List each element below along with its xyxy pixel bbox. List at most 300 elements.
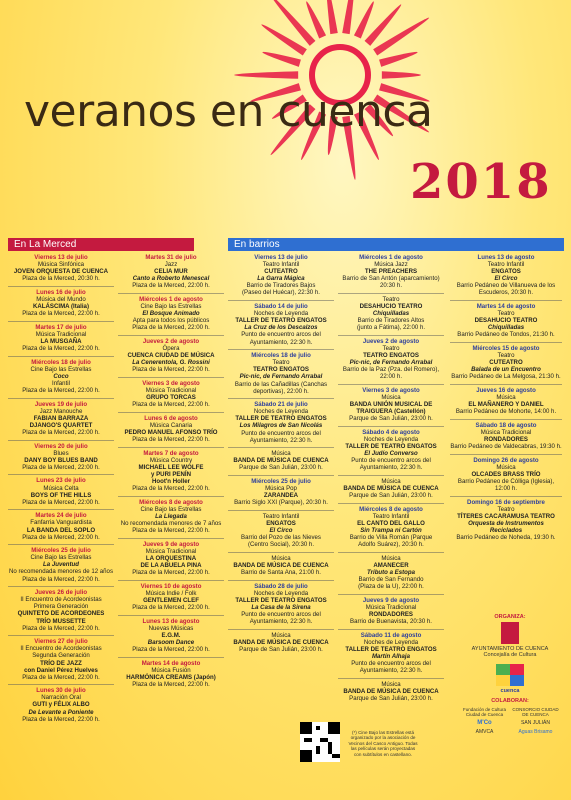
sun-ray: [379, 52, 418, 67]
event-line: Pic-nic, de Fernando Arrabal: [239, 373, 323, 381]
event-separator: [8, 286, 114, 287]
sponsor-6: M'Co: [477, 720, 492, 726]
event-separator: [338, 426, 444, 427]
event-date: Martes 7 de agosto: [143, 449, 199, 457]
event-item: [228, 254, 334, 297]
event-line: Plaza de la Merced, 22:00 h.: [22, 624, 100, 632]
sponsor-logos: [455, 614, 565, 735]
event-separator: [338, 384, 444, 385]
event-line: Ópera: [162, 345, 180, 353]
event-line: Sin Trampa ni Cartón: [360, 527, 422, 535]
concejalia-label: Concejalía de Cultura: [483, 652, 537, 658]
event-date: Viernes 13 de julio: [254, 254, 308, 261]
event-separator: [118, 657, 224, 658]
event-line: Adolfo Suárez), 20:30 h.: [358, 541, 424, 549]
event-date: Lunes 16 de julio: [36, 288, 86, 296]
event-separator: [118, 412, 224, 413]
event-line: Plaza de la Merced, 22:00 h.: [22, 463, 100, 471]
event-date: Sábado 14 de julio: [254, 303, 308, 311]
event-line: Música Country: [149, 456, 193, 464]
event-line: Teatro: [382, 295, 400, 303]
event-line: Parque de San Julián, 23:00 h.: [349, 415, 433, 423]
event-line: Plaza de la Merced, 22:00 h.: [22, 498, 100, 506]
event-line: Plaza de la Merced, 22:00 h.: [132, 569, 210, 577]
event-separator: [118, 293, 224, 294]
event-date: Jueves 2 de agosto: [362, 337, 420, 345]
event-line: (junto a Fátima), 22:00 h.: [356, 324, 426, 332]
event-line: Música Fusión: [151, 666, 191, 674]
event-line: Plaza de la Merced, 22:00 h.: [132, 436, 210, 444]
sponsor-1: Fundación de Cultura Ciudad de Cuenca: [462, 707, 507, 717]
event-line: Plaza de la Merced, 22:00 h.: [132, 645, 210, 653]
event-date: Viernes 20 de julio: [34, 442, 88, 450]
event-line: BANDA UNIÓN MUSICAL DE: [349, 401, 433, 409]
event-line: Ayuntamiento, 22:30 h.: [249, 618, 313, 626]
event-separator: [118, 335, 224, 336]
event-line: Música: [381, 680, 401, 688]
event-date: Sábado 28 de julio: [254, 582, 308, 590]
event-separator: [228, 510, 334, 511]
event-separator: [450, 496, 562, 497]
event-line: Barrio del Pozo de las Nieves: [241, 534, 321, 542]
event-line: Plaza de la Merced, 22:00 h.: [132, 603, 210, 611]
event-line: Apta para todos los públicos: [132, 317, 210, 325]
event-date: Lunes 13 de agosto: [142, 617, 200, 625]
event-line: TALLER DE TEATRO ENGATOS: [235, 317, 327, 325]
event-separator: [338, 475, 444, 476]
event-item: [118, 660, 224, 688]
event-item: [228, 450, 334, 471]
event-separator: [118, 447, 224, 448]
event-line: Ayuntamiento, 22:30 h.: [359, 667, 423, 675]
event-line: LA BANDA DEL SOPLO: [26, 526, 96, 534]
event-line: Barrio de las Cañadillas (Canchas: [234, 380, 328, 388]
event-line: PEDRO MANUEL AFONSO TRÍO: [124, 428, 218, 436]
event-line: Barrio de Villa Román (Parque: [349, 534, 433, 542]
event-line: Teatro Infantil: [262, 512, 300, 520]
event-line: Música Tradicional: [145, 547, 197, 555]
event-separator: [8, 586, 114, 587]
ayuntamiento-label: AYUNTAMIENTO DE CUENCA: [471, 646, 549, 652]
event-date: Miércoles 1 de agosto: [359, 254, 423, 261]
event-separator: [8, 684, 114, 685]
event-line: Plaza de la Merced, 22:00 h.: [22, 533, 100, 541]
event-line: Blues: [53, 449, 69, 457]
ayuntamiento-logo-icon: [501, 622, 519, 644]
event-line: Punto de encuentro arcos del: [241, 611, 321, 619]
event-date: Viernes 27 de julio: [34, 638, 88, 646]
event-separator: [8, 398, 114, 399]
event-item: [450, 457, 562, 492]
event-line: Barrio Pedáneo de Noheda, 19:30 h.: [456, 534, 556, 542]
event-line: Ayuntamiento, 22:30 h.: [249, 338, 313, 346]
event-separator: [338, 678, 444, 679]
event-separator: [228, 552, 334, 553]
event-line: Plaza de la Merced, 22:00 h.: [132, 527, 210, 535]
event-date: Domingo 16 de septiembre: [467, 498, 545, 506]
event-line: Música Indie / Folk: [145, 589, 197, 597]
event-item: [8, 359, 114, 394]
event-date: Viernes 10 de agosto: [140, 582, 202, 590]
event-line: Cine Bajo las Estrellas: [30, 554, 92, 562]
event-line: GENTLEMEN CLEF: [143, 596, 199, 604]
event-line: TÍTERES CACARAMUSA TEATRO: [457, 512, 555, 520]
event-line: TRÍO MUSSETTE: [36, 617, 86, 625]
sun-ray: [382, 71, 421, 79]
event-line: RONDADORES: [483, 436, 528, 444]
event-line: La Cenerentola, G. Rossini: [132, 359, 210, 367]
event-line: Infantil: [52, 379, 70, 387]
event-separator: [450, 300, 562, 301]
column-barrios-1: [228, 254, 334, 657]
event-line: Plaza de la Merced, 22:00 h.: [22, 428, 100, 436]
event-date: Domingo 26 de agosto: [473, 456, 539, 464]
event-line: Parque de San Julián, 23:00 h.: [239, 464, 323, 472]
event-line: Plaza de la Merced, 22:00 h.: [132, 401, 210, 409]
event-line: Música Tradicional: [365, 603, 417, 611]
sun-ray: [262, 52, 301, 67]
event-item: [118, 450, 224, 493]
event-separator: [8, 474, 114, 475]
event-item: [8, 289, 114, 317]
event-separator: [228, 447, 334, 448]
event-item: [338, 429, 444, 472]
event-line: Los Milagros de San Nicolás: [239, 422, 323, 430]
sponsor-3: SAN JULIÁN: [521, 720, 550, 726]
event-date: Miércoles 8 de agosto: [139, 498, 203, 506]
event-line: Escuderos, 20:30 h.: [478, 289, 534, 297]
event-line: La Casa de la Sirena: [251, 603, 311, 611]
event-date: Lunes 13 de agosto: [477, 254, 535, 261]
event-line: Barrio de Buenavista, 20:30 h.: [350, 618, 432, 626]
event-line: Música: [381, 394, 401, 402]
event-line: con Daniel Pérez Huelves: [24, 666, 98, 674]
poster-year: 2018: [410, 154, 552, 210]
event-date: Jueves 26 de julio: [34, 589, 88, 597]
event-line: 20:30 h.: [379, 282, 403, 290]
event-line: Hoot'n Holler: [151, 478, 190, 486]
event-line: HARMÓNICA CREAMS (Japón): [126, 673, 216, 681]
event-line: TALLER DE TEATRO ENGATOS: [235, 415, 327, 423]
event-date: Miércoles 25 de julio: [31, 547, 91, 555]
event-item: [450, 345, 562, 380]
event-line: Plaza de la Merced, 22:00 h.: [132, 282, 210, 290]
event-line: Música Jazz: [374, 261, 408, 269]
event-line: Barrio Siglo XXI (Parque), 20:30 h.: [234, 499, 328, 507]
event-line: Primera Generación: [33, 603, 89, 611]
event-line: (Centro Social), 20:30 h.: [247, 541, 315, 549]
event-item: [338, 506, 444, 549]
event-item: [228, 555, 334, 576]
event-date: Miércoles 15 de agosto: [472, 345, 540, 353]
event-item: [338, 338, 444, 381]
event-date: Martes 17 de julio: [35, 323, 87, 331]
event-line: Parque de San Julián, 23:00 h.: [349, 492, 433, 500]
event-line: LA ORQUESTINA: [145, 554, 197, 562]
event-line: Música: [271, 554, 291, 562]
event-date: Miércoles 1 de agosto: [139, 295, 203, 303]
band-barrios: En barrios: [228, 238, 564, 251]
event-line: Jazz Manouche: [39, 407, 83, 415]
event-separator: [338, 552, 444, 553]
colaboran-label: COLABORAN:: [491, 698, 529, 704]
event-line: Balada de un Encuentro: [471, 366, 541, 374]
event-line: Música: [271, 631, 291, 639]
qr-code[interactable]: [300, 722, 340, 762]
event-date: Jueves 16 de agosto: [476, 387, 536, 394]
event-line: Martín Alhaja: [371, 653, 411, 660]
cinema-note: (*) Cine Bajo las Estrellas está organizado por la asociación de Vecinos del Casco Antiguo. Todas las películas serán proyectadas con subtítulos en castellano.: [348, 730, 418, 757]
event-item: [8, 443, 114, 471]
event-item: [228, 352, 334, 395]
event-line: Ayuntamiento, 22:30 h.: [249, 436, 313, 444]
event-separator: [118, 580, 224, 581]
event-date: Miércoles 8 de agosto: [359, 505, 423, 513]
event-item: [8, 589, 114, 632]
event-line: GRUPO TORCAS: [146, 394, 196, 402]
event-line: CUTEATRO: [264, 268, 298, 276]
event-line: (Paseo del Huécar), 22:30 h.: [242, 289, 320, 297]
event-line: DESAHUCIO TEATRO: [359, 303, 423, 311]
event-line: Música: [496, 394, 516, 402]
event-date: Jueves 19 de julio: [34, 400, 88, 408]
event-line: GUTI y FÉLIX ALBO: [32, 701, 90, 709]
event-date: Sábado 11 de agosto: [360, 631, 422, 639]
event-date: Martes 14 de agosto: [141, 659, 201, 667]
event-line: FABIAN BARRAZA: [33, 414, 89, 422]
event-line: Reciclados: [489, 527, 523, 535]
event-line: Teatro: [382, 345, 400, 353]
event-line: La Garra Mágica: [257, 275, 305, 283]
event-line: El Judío Converso: [364, 450, 418, 458]
event-item: [118, 541, 224, 576]
event-date: Jueves 9 de agosto: [142, 540, 200, 548]
event-separator: [8, 440, 114, 441]
event-line: Barsoom Dance: [147, 638, 195, 646]
event-line: AMANECER: [373, 561, 409, 569]
event-line: Plaza de la Merced, 22:00 h.: [132, 324, 210, 332]
event-line: La Juventud: [43, 561, 79, 569]
event-separator: [450, 419, 562, 420]
event-line: El Bosque Animado: [142, 310, 200, 318]
event-line: Segunda Generación: [32, 652, 90, 660]
column-merced-1: [8, 254, 114, 726]
event-line: THE PREACHERS: [364, 268, 418, 276]
event-line: EL CANTO DEL GALLO: [357, 520, 425, 527]
event-line: Narración Oral: [41, 694, 81, 702]
event-line: BANDA DE MÚSICA DE CUENCA: [343, 687, 439, 695]
event-line: Noches de Leyenda: [253, 589, 309, 597]
event-line: CUENCA CIUDAD DE MÚSICA: [127, 352, 215, 360]
event-item: [8, 254, 114, 282]
event-item: [228, 513, 334, 548]
event-line: TRÍO DE JAZZ: [40, 659, 82, 667]
event-date: Miércoles 18 de julio: [31, 358, 91, 366]
column-barrios-2: [338, 254, 444, 706]
event-line: Noches de Leyenda: [363, 638, 419, 646]
event-line: No recomendada menores de 7 años: [120, 520, 222, 527]
event-item: [118, 618, 224, 653]
event-line: Coco: [53, 372, 69, 380]
event-line: El Circo: [269, 527, 293, 535]
sun-ray: [342, 0, 355, 34]
event-separator: [228, 629, 334, 630]
event-item: [118, 583, 224, 611]
event-line: Punto de encuentro arcos del: [351, 457, 431, 465]
event-item: [8, 547, 114, 582]
event-item: [228, 401, 334, 444]
event-line: MICHAEL LEE WOLFE: [138, 463, 204, 471]
event-item: [8, 687, 114, 722]
event-line: Barrio de Tiradores Bajos: [246, 282, 316, 290]
event-date: Lunes 30 de julio: [36, 687, 86, 695]
event-line: E.G.M.: [161, 631, 181, 639]
column-merced-2: [118, 254, 224, 691]
event-line: TEATRO ENGATOS: [363, 352, 419, 360]
event-line: Música: [381, 554, 401, 562]
event-separator: [338, 293, 444, 294]
cuenca-label: cuenca: [500, 688, 520, 694]
event-line: Ayuntamiento, 22:30 h.: [359, 464, 423, 472]
event-line: DESAHUCIO TEATRO: [474, 317, 538, 325]
event-line: La Cruz de los Descalzos: [244, 324, 318, 332]
event-separator: [8, 321, 114, 322]
event-line: OLCADES BRASS TRÍO: [471, 470, 541, 478]
event-item: [338, 555, 444, 590]
event-date: Sábado 18 de agosto: [475, 421, 537, 429]
event-line: Música: [496, 463, 516, 471]
event-separator: [338, 629, 444, 630]
event-line: Teatro: [272, 359, 290, 367]
event-line: BANDA DE MÚSICA DE CUENCA: [233, 561, 329, 569]
event-item: [338, 681, 444, 702]
event-line: Música Tradicional: [35, 330, 87, 338]
event-date: Viernes 3 de agosto: [362, 387, 420, 394]
event-line: Plaza de la Merced, 22:00 h.: [132, 680, 210, 688]
event-line: TALLER DE TEATRO ENGATOS: [235, 596, 327, 604]
event-line: QUINTETO DE ACORDEONES: [17, 610, 105, 618]
organiza-label: ORGANIZA:: [494, 614, 526, 620]
event-line: Música Celta: [43, 484, 79, 492]
event-line: Plaza de la Merced, 22:00 h.: [22, 310, 100, 318]
sponsor-4: AMVCA: [475, 729, 494, 735]
event-line: Nuevas Músicas: [148, 624, 194, 632]
event-separator: [450, 454, 562, 455]
event-line: Orquesta de Instrumentos: [468, 520, 544, 527]
event-separator: [228, 580, 334, 581]
event-line: Barrio Pedáneo de La Melgosa, 21:30 h.: [451, 373, 561, 381]
event-line: BANDA DE MÚSICA DE CUENCA: [343, 485, 439, 493]
event-line: EL MAÑANERO Y DANIEL: [468, 401, 544, 409]
event-line: DJANGO'S QUARTET: [29, 421, 93, 429]
event-line: Música Tradicional: [145, 387, 197, 394]
event-line: Plaza de la Merced, 22:00 h.: [22, 345, 100, 353]
event-item: [338, 254, 444, 289]
event-item: [338, 597, 444, 625]
event-item: [450, 254, 562, 297]
event-line: CUTEATRO: [489, 359, 523, 367]
event-line: Barrio de Tiradores Altos: [357, 317, 425, 325]
event-line: LA MUSGAÑA: [40, 337, 82, 345]
event-separator: [228, 475, 334, 476]
event-line: Noches de Leyenda: [253, 310, 309, 318]
event-item: [450, 499, 562, 542]
event-line: KALÁSCIMA (Italia): [33, 303, 89, 311]
event-item: [8, 638, 114, 681]
event-separator: [8, 635, 114, 636]
event-line: Teatro Infantil: [262, 261, 300, 269]
event-line: y PURI PENÍN: [151, 470, 191, 478]
event-line: Barrio Pedáneo de Valdecabras, 19:30 h.: [450, 443, 562, 451]
event-line: CELIA MUR: [154, 268, 188, 276]
sun-ray: [354, 1, 374, 38]
event-line: Canto a Roberto Menescal: [132, 275, 210, 283]
poster-title: veranos en cuenca: [24, 86, 433, 137]
sponsor-5: Aguas Brisamo: [518, 729, 553, 735]
event-separator: [228, 349, 334, 350]
event-line: Barrio Pedáneo de Villanueva de los: [456, 282, 556, 290]
event-separator: [118, 538, 224, 539]
event-line: Tributo a Estopa: [367, 569, 415, 577]
event-item: [450, 387, 562, 415]
event-separator: [450, 342, 562, 343]
event-date: Viernes 13 de julio: [34, 254, 88, 261]
event-line: JOVEN ORQUESTA DE CUENCA: [13, 268, 109, 276]
event-line: El Circo: [494, 275, 518, 283]
event-line: Plaza de la Merced, 22:00 h.: [22, 575, 100, 583]
event-line: Plaza de la Merced, 22:00 h.: [132, 485, 210, 493]
event-item: [338, 296, 444, 331]
event-item: [118, 499, 224, 534]
sun-ray: [326, 0, 338, 34]
event-separator: [118, 615, 224, 616]
event-line: Cine Bajo las Estrellas: [140, 505, 202, 513]
event-line: Música Pop: [265, 485, 297, 493]
event-date: Martes 24 de julio: [35, 512, 87, 520]
event-line: Teatro Infantil: [372, 512, 410, 520]
event-separator: [228, 398, 334, 399]
column-barrios-3: [450, 254, 562, 545]
band-merced: En La Merced: [8, 238, 194, 251]
event-line: La Llegada: [155, 512, 187, 520]
event-line: TALLER DE TEATRO ENGATOS: [345, 645, 437, 653]
event-date: Jueves 2 de agosto: [142, 337, 200, 345]
event-separator: [228, 300, 334, 301]
event-line: Barrio Pedáneo de Mohorte, 14:00 h.: [455, 408, 557, 416]
event-line: Música Tradicional: [480, 428, 532, 436]
event-item: [228, 583, 334, 626]
event-line: Teatro: [497, 352, 515, 360]
event-line: TRAIGUERA (Castellón): [356, 408, 426, 416]
event-separator: [338, 335, 444, 336]
event-line: Fanfarria Vanguardista: [30, 519, 92, 527]
sponsor-2: CONSORCIO CIUDAD DE CUENCA: [512, 707, 559, 717]
event-date: Lunes 6 de agosto: [144, 414, 198, 422]
event-line: Noches de Leyenda: [363, 436, 419, 444]
event-item: [8, 401, 114, 436]
event-line: Plaza de la Merced, 20:30 h.: [22, 275, 100, 283]
event-line: Jazz: [164, 261, 178, 269]
cuenca-logo-icon: [496, 664, 524, 686]
event-line: Música: [381, 478, 401, 486]
event-date: Jueves 9 de agosto: [362, 596, 420, 604]
event-line: ZARANDEA: [263, 492, 299, 500]
event-line: Parque de San Julián, 23:00 h.: [239, 645, 323, 653]
event-line: Barrio Pedáneo de Cólliga (Iglesia), 12:00 h.: [457, 478, 555, 493]
event-line: TEATRO ENGATOS: [253, 366, 309, 374]
event-line: BANDA DE MÚSICA DE CUENCA: [233, 638, 329, 646]
event-item: [118, 415, 224, 443]
